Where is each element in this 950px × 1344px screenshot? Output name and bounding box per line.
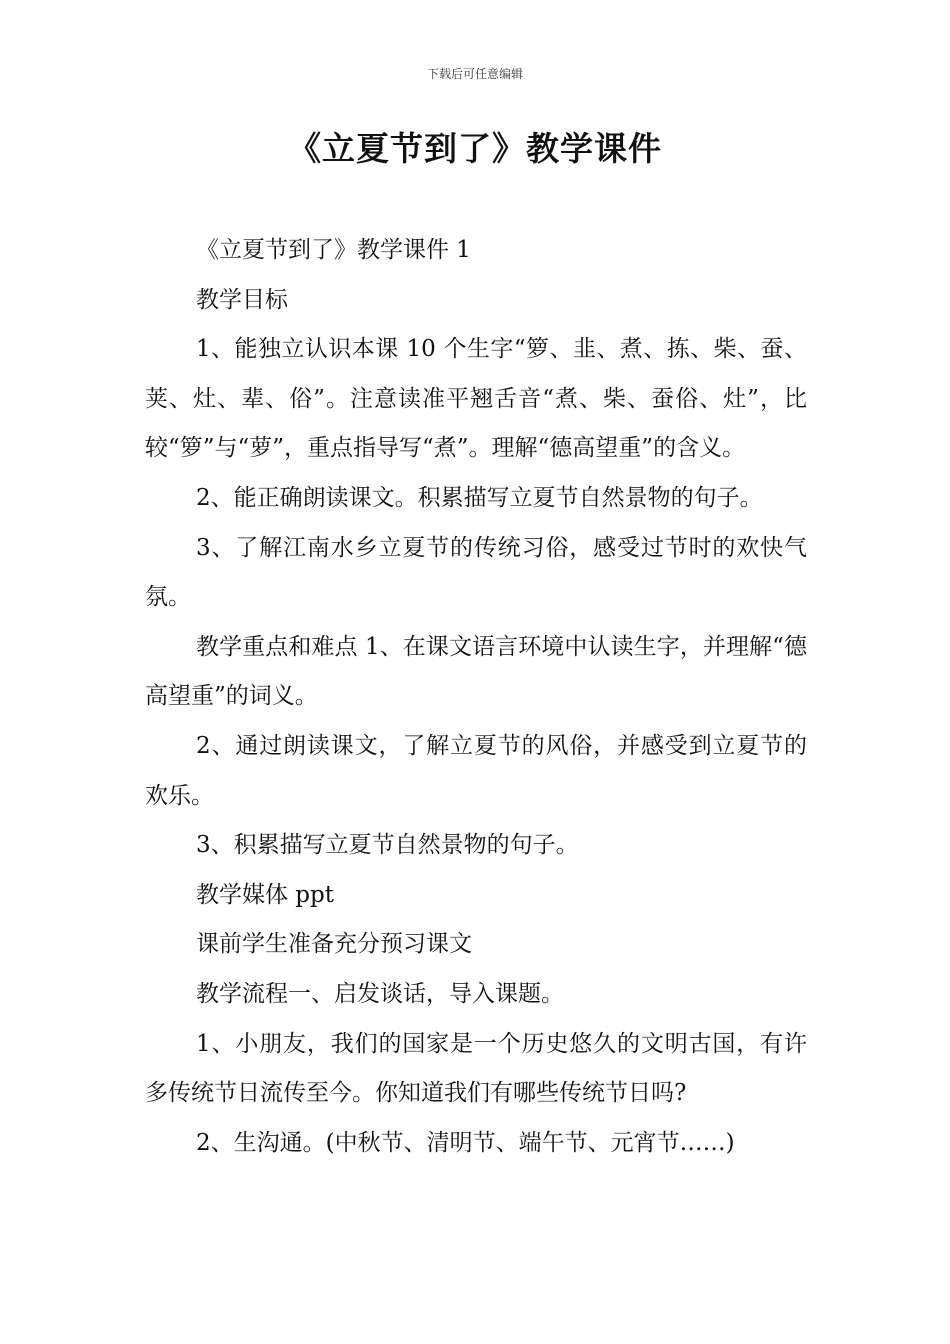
paragraph: 2、通过朗读课文，了解立夏节的风俗，并感受到立夏节的欢乐。: [145, 732, 807, 809]
paragraph: 课前学生准备充分预习课文: [196, 931, 472, 958]
paragraph: 教学重点和难点 1、在课文语言环境中认读生字，并理解“德高望重”的词义。: [145, 633, 807, 710]
header-note: 下载后可任意编辑: [426, 67, 523, 81]
paragraph: 3、积累描写立夏节自然景物的句子。: [196, 832, 579, 859]
section-heading: 《立夏节到了》教学课件 1: [196, 237, 471, 263]
paragraph: 教学流程一、启发谈话，导入课题。: [196, 980, 564, 1007]
document-title: 《立夏节到了》教学课件: [288, 129, 662, 168]
paragraph: 教学媒体 ppt: [196, 881, 334, 908]
paragraph: 1、能独立认识本课 10 个生字“箩、韭、煮、拣、柴、蚕、荚、灶、辈、俗”。注意读准平翘舌音“煮、柴、蚕俗、灶”，比较“箩”与“萝”，重点指导写“煮”。理解“德高望重”的含义。: [145, 336, 807, 462]
paragraph: 2、生沟通。(中秋节、清明节、端午节、元宵节……): [196, 1129, 735, 1156]
subheading-objectives: 教学目标: [196, 286, 288, 313]
paragraph: 3、了解江南水乡立夏节的传统习俗，感受过节时的欢快气氛。: [145, 534, 807, 611]
document-body: [145, 226, 807, 1168]
paragraph: 1、小朋友，我们的国家是一个历史悠久的文明古国，有许多传统节日流传至今。你知道我们有哪些传统节日吗?: [145, 1030, 807, 1107]
paragraph: 2、能正确朗读课文。积累描写立夏节自然景物的句子。: [196, 484, 763, 511]
